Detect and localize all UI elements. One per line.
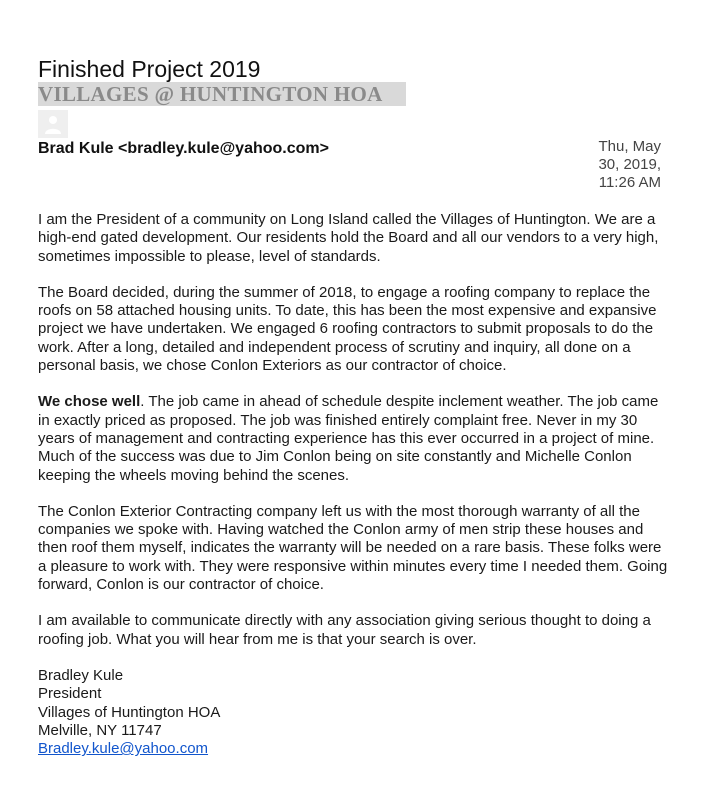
signature-title: President xyxy=(38,685,102,703)
signature-org: Villages of Huntington HOA xyxy=(38,703,221,721)
hoa-banner xyxy=(38,82,406,106)
date-line-1: Thu, May xyxy=(598,138,661,155)
body-paragraph-4: The Conlon Exterior Contracting company left us with the most thorough warranty of all the companies we spoke with. Having watched the Conlon army of men strip these houses and then roof them myself, indicates the warranty will be needed on a rare basis. These folks were a pleasure to work with. They were responsive within minutes every time I needed them. Going forward, Conlon is our contractor of choice. xyxy=(38,502,668,594)
signature-location: Melville, NY 11747 xyxy=(38,721,162,739)
person-avatar-icon xyxy=(38,110,68,138)
body-paragraph-1: I am the President of a community on Long Island called the Villages of Huntington. We are a high-end gated development. Our residents hold the Board and all our vendors to a very high, sometimes impossible to please, level of standards. xyxy=(38,211,659,265)
sender-line xyxy=(38,139,329,159)
email-body xyxy=(38,211,668,758)
banner-text: VILLAGES @ HUNTINGTON HOA xyxy=(38,82,383,106)
signature-block xyxy=(38,667,668,758)
signature-name: Bradley Kule xyxy=(38,666,124,684)
sender-email: <bradley.kule@yahoo.com> xyxy=(118,140,329,157)
email-date xyxy=(571,138,661,192)
body-paragraph-5: I am available to communicate directly with any association giving serious thought to doing a roofing job. What you will hear from me is that your search is over. xyxy=(38,612,651,648)
body-paragraph-3 xyxy=(38,393,668,484)
signature-email-link[interactable]: Bradley.kule@yahoo.com xyxy=(38,740,209,758)
sender-name: Brad Kule xyxy=(38,140,114,157)
body-emphasis: We chose well xyxy=(38,393,141,411)
email-subject: Finished Project 2019 xyxy=(38,56,261,82)
avatar xyxy=(38,110,68,138)
date-line-3: 11:26 AM xyxy=(598,174,661,191)
body-paragraph-3-text: . The job came in ahead of schedule despite inclement weather. The job came in exactly priced as proposed. The job was finished entirely complaint free. Never in my 30 years of management and contracting experience has this ever occurred in a project of mine. Much of the success was due to Jim Conlon being on site constantly and Michelle Conlon keeping the wheels moving behind the scenes. xyxy=(38,393,659,484)
body-paragraph-2: The Board decided, during the summer of 2018, to engage a roofing company to replace the roofs on 58 attached housing units. To date, this has been the most expensive and expansive project we have undertaken. We engaged 6 roofing contractors to submit proposals to do the work. After a long, detailed and independent process of scrutiny and inquiry, all done on a personal basis, we chose Conlon Exteriors as our contractor of choice. xyxy=(38,283,657,375)
date-line-2: 30, 2019, xyxy=(598,156,661,173)
